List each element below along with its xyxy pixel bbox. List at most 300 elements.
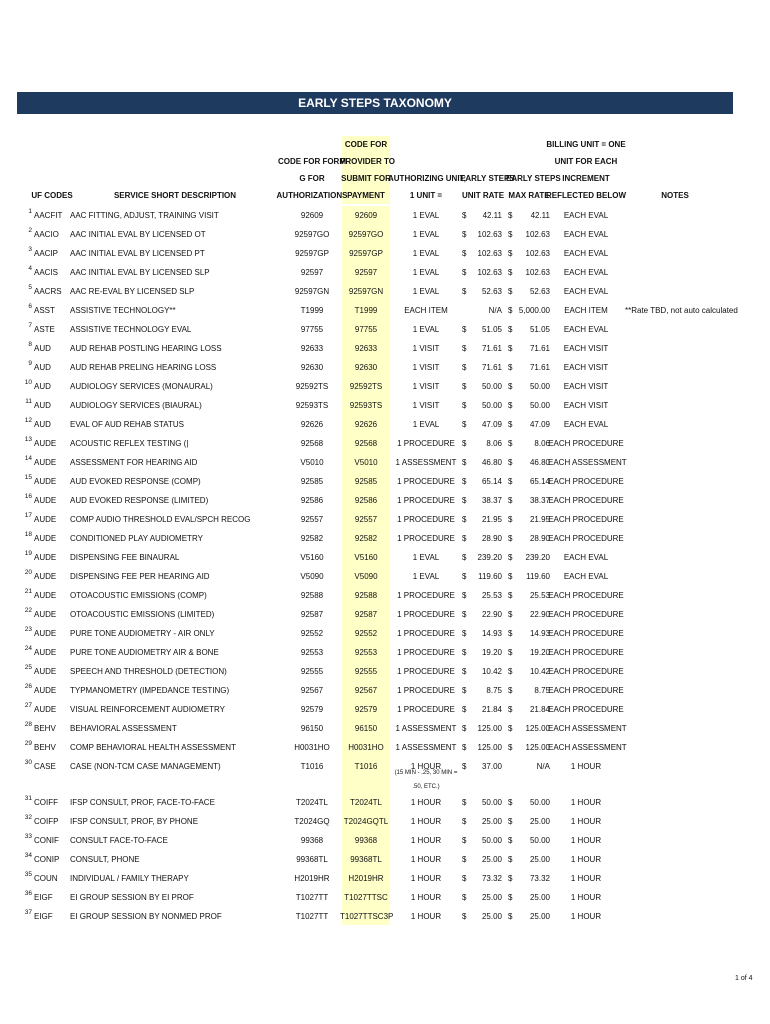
authorizing-unit: 1 HOUR <box>410 855 442 864</box>
billing-increment: EACH PROCEDURE <box>548 629 624 638</box>
header-line: AUTHORIZATIONS <box>276 191 348 200</box>
billing-increment: EACH ASSESSMENT <box>548 743 627 752</box>
provider-code: 96150 <box>354 724 378 733</box>
authorizing-unit: 1 PROCEDURE <box>397 648 455 657</box>
row-number: 33 <box>24 833 32 840</box>
service-description: OTOACOUSTIC EMISSIONS (COMP) <box>70 591 207 600</box>
uf-code: CONIF <box>34 836 59 845</box>
unit-rate-dollar: $ <box>462 648 467 657</box>
max-rate: 25.53 <box>529 591 550 600</box>
max-rate: 25.00 <box>529 893 550 902</box>
table-row <box>0 282 770 301</box>
unit-rate: 28.90 <box>481 534 502 543</box>
uf-code: AUD <box>34 420 51 429</box>
row-number: 37 <box>24 909 32 916</box>
max-rate-dollar: $ <box>508 306 513 315</box>
unit-rate-dollar: $ <box>462 515 467 524</box>
row-number: 26 <box>24 683 32 690</box>
row-number: 29 <box>24 740 32 747</box>
table-row <box>0 586 770 605</box>
header-line: CODE FOR FORM <box>278 157 346 166</box>
uf-code: AUDE <box>34 648 57 657</box>
uf-code: COUN <box>34 874 58 883</box>
header-line: UNIT FOR EACH <box>554 157 618 166</box>
unit-rate-dollar: $ <box>462 534 467 543</box>
unit-rate-dollar: $ <box>462 496 467 505</box>
uf-code: AUD <box>34 382 51 391</box>
table-row <box>0 812 770 831</box>
authorizing-unit: 1 ASSESSMENT <box>395 458 457 467</box>
unit-rate: 71.61 <box>481 344 502 353</box>
provider-code: 92593TS <box>349 401 383 410</box>
table-row <box>0 491 770 510</box>
billing-increment: EACH EVAL <box>563 553 609 562</box>
provider-code: 92597GP <box>349 249 383 258</box>
form-code: T1999 <box>300 306 324 315</box>
service-description: INDIVIDUAL / FAMILY THERAPY <box>70 874 189 883</box>
provider-code: T1016 <box>354 762 378 771</box>
provider-code: T1027TTSC3P <box>340 912 394 921</box>
max-rate: 71.61 <box>529 344 550 353</box>
max-rate: 102.63 <box>525 249 550 258</box>
uf-code: AUDE <box>34 572 57 581</box>
service-description: CONSULT, PHONE <box>70 855 140 864</box>
table-row <box>0 339 770 358</box>
table-row <box>0 869 770 888</box>
authorizing-unit: 1 HOUR <box>410 874 442 883</box>
uf-code: AUDE <box>34 515 57 524</box>
row-number: 34 <box>24 852 32 859</box>
provider-code: 99368TL <box>350 855 382 864</box>
service-description: EI GROUP SESSION BY EI PROF <box>70 893 194 902</box>
service-description: AUD REHAB POSTLING HEARING LOSS <box>70 344 222 353</box>
provider-code: 92597 <box>354 268 378 277</box>
uf-code: AUD <box>34 363 51 372</box>
max-rate: 119.60 <box>526 572 550 581</box>
service-description: AUD REHAB PRELING HEARING LOSS <box>70 363 217 372</box>
max-rate-dollar: $ <box>508 268 513 277</box>
authorizing-unit: 1 PROCEDURE <box>397 477 455 486</box>
table-title: EARLY STEPS TAXONOMY <box>298 96 452 110</box>
max-rate: 46.80 <box>529 458 550 467</box>
unit-rate: 25.00 <box>481 893 502 902</box>
form-code: V5010 <box>300 458 324 467</box>
table-row <box>0 548 770 567</box>
uf-code: EIGF <box>34 893 53 902</box>
unit-rate: 38.37 <box>481 496 502 505</box>
billing-increment: EACH PROCEDURE <box>548 705 624 714</box>
service-description: AAC INITIAL EVAL BY LICENSED OT <box>70 230 206 239</box>
provider-code: 92579 <box>354 705 378 714</box>
service-description: CASE (NON-TCM CASE MANAGEMENT) <box>70 762 221 771</box>
unit-rate: 25.00 <box>481 912 502 921</box>
billing-increment: EACH EVAL <box>563 420 609 429</box>
authorizing-unit: 1 EVAL <box>412 572 440 581</box>
row-number: 35 <box>24 871 32 878</box>
max-rate: 8.06 <box>534 439 550 448</box>
table-row <box>0 510 770 529</box>
billing-increment: EACH EVAL <box>563 325 609 334</box>
form-code: 92552 <box>300 629 324 638</box>
max-rate-dollar: $ <box>508 705 513 714</box>
authorizing-unit: 1 HOUR <box>410 762 442 771</box>
case-note-line-2: .50, ETC.) <box>412 784 440 790</box>
table-row <box>0 681 770 700</box>
service-description: AUD EVOKED RESPONSE (COMP) <box>70 477 201 486</box>
max-rate: 21.95 <box>529 515 550 524</box>
unit-rate: 21.84 <box>481 705 502 714</box>
unit-rate: 8.75 <box>486 686 502 695</box>
provider-code: 92630 <box>354 363 378 372</box>
service-description: CONSULT FACE-TO-FACE <box>70 836 168 845</box>
header-service-text: SERVICE SHORT DESCRIPTION <box>113 191 237 200</box>
max-rate-dollar: $ <box>508 363 513 372</box>
max-rate: 21.84 <box>529 705 550 714</box>
row-number: 36 <box>24 890 32 897</box>
unit-rate-dollar: $ <box>462 798 467 807</box>
service-description: AAC FITTING, ADJUST, TRAINING VISIT <box>70 211 219 220</box>
unit-rate-dollar: $ <box>462 686 467 695</box>
authorizing-unit: 1 HOUR <box>410 798 442 807</box>
header-line: EARLY STEPS <box>506 174 561 183</box>
unit-rate-dollar: $ <box>462 211 467 220</box>
unit-rate: 25.53 <box>481 591 502 600</box>
max-rate: 5,000.00 <box>518 306 550 315</box>
uf-code: AUDE <box>34 534 57 543</box>
form-code: 92587 <box>300 610 324 619</box>
max-rate-dollar: $ <box>508 496 513 505</box>
row-number: 7 <box>28 322 32 329</box>
unit-rate-dollar: $ <box>462 591 467 600</box>
header-line: 1 UNIT = <box>409 191 443 200</box>
row-number: 20 <box>24 569 32 576</box>
unit-rate: 50.00 <box>481 798 502 807</box>
table-row <box>0 434 770 453</box>
unit-rate: 102.63 <box>477 249 502 258</box>
unit-rate: 21.95 <box>481 515 502 524</box>
unit-rate-dollar: $ <box>462 705 467 714</box>
header-line: MAX RATE <box>508 191 550 200</box>
uf-code: AUDE <box>34 477 57 486</box>
billing-increment: EACH PROCEDURE <box>548 439 624 448</box>
max-rate: 19.20 <box>529 648 550 657</box>
row-number: 13 <box>24 436 32 443</box>
service-description: CONDITIONED PLAY AUDIOMETRY <box>70 534 203 543</box>
authorizing-unit: 1 PROCEDURE <box>397 591 455 600</box>
uf-code: AUDE <box>34 553 57 562</box>
header-line: CODE FOR <box>344 140 388 149</box>
table-row <box>0 850 770 869</box>
unit-rate-dollar: $ <box>462 724 467 733</box>
service-description: COMP AUDIO THRESHOLD EVAL/SPCH RECOG <box>70 515 251 524</box>
billing-increment: EACH VISIT <box>563 344 609 353</box>
authorizing-unit: 1 HOUR <box>410 836 442 845</box>
uf-code: BEHV <box>34 743 56 752</box>
table-row <box>0 719 770 738</box>
unit-rate-dollar: $ <box>462 401 467 410</box>
table-row <box>0 453 770 472</box>
max-rate: 71.61 <box>529 363 550 372</box>
table-row <box>0 888 770 907</box>
max-rate-dollar: $ <box>508 893 513 902</box>
max-rate-dollar: $ <box>508 648 513 657</box>
unit-rate-dollar: $ <box>462 629 467 638</box>
provider-code: 99368 <box>354 836 378 845</box>
form-code: 92588 <box>300 591 324 600</box>
table-row <box>0 793 770 812</box>
form-code: 92597GN <box>294 287 330 296</box>
unit-rate: 25.00 <box>481 817 502 826</box>
table-row <box>0 301 770 320</box>
table-row <box>0 225 770 244</box>
case-note-line-1: (15 MIN - .25, 30 MIN = <box>394 770 458 776</box>
max-rate-dollar: $ <box>508 610 513 619</box>
form-code: 92630 <box>300 363 324 372</box>
table-row <box>0 529 770 548</box>
row-number: 6 <box>28 303 32 310</box>
unit-rate: 125.00 <box>477 743 502 752</box>
form-code: 92582 <box>300 534 324 543</box>
uf-code: AACIO <box>34 230 59 239</box>
uf-code: BEHV <box>34 724 56 733</box>
max-rate: 8.75 <box>534 686 550 695</box>
billing-increment: EACH PROCEDURE <box>548 515 624 524</box>
billing-increment: 1 HOUR <box>570 912 602 921</box>
unit-rate: 102.63 <box>477 230 502 239</box>
unit-rate-dollar: $ <box>462 912 467 921</box>
authorizing-unit: 1 EVAL <box>412 230 440 239</box>
billing-increment: EACH EVAL <box>563 249 609 258</box>
service-description: ACOUSTIC REFLEX TESTING (| <box>70 439 189 448</box>
unit-rate: 102.63 <box>477 268 502 277</box>
form-code: T2024TL <box>295 798 329 807</box>
unit-rate: 71.61 <box>481 363 502 372</box>
unit-rate: 50.00 <box>481 382 502 391</box>
provider-code: 92588 <box>354 591 378 600</box>
unit-rate-dollar: $ <box>462 344 467 353</box>
form-code: 92597 <box>300 268 324 277</box>
max-rate-dollar: $ <box>508 667 513 676</box>
service-description: ASSISTIVE TECHNOLOGY** <box>70 306 176 315</box>
billing-increment: EACH EVAL <box>563 230 609 239</box>
header-line: BILLING UNIT = ONE <box>546 140 626 149</box>
row-number: 15 <box>24 474 32 481</box>
authorizing-unit: 1 PROCEDURE <box>397 534 455 543</box>
max-rate: 42.11 <box>530 211 550 220</box>
max-rate: 73.32 <box>529 874 550 883</box>
authorizing-unit: 1 PROCEDURE <box>397 515 455 524</box>
authorizing-unit: 1 PROCEDURE <box>397 705 455 714</box>
table-row <box>0 643 770 662</box>
max-rate: 239.20 <box>525 553 550 562</box>
service-description: DISPENSING FEE BINAURAL <box>70 553 180 562</box>
table-row <box>0 738 770 757</box>
uf-code: ASTE <box>34 325 55 334</box>
billing-increment: 1 HOUR <box>570 874 602 883</box>
billing-increment: EACH VISIT <box>563 401 609 410</box>
uf-code: CONIP <box>34 855 60 864</box>
max-rate-dollar: $ <box>508 515 513 524</box>
unit-rate: 8.06 <box>486 439 502 448</box>
max-rate-dollar: $ <box>508 249 513 258</box>
table-row <box>0 244 770 263</box>
unit-rate-dollar: $ <box>462 553 467 562</box>
billing-increment: EACH ASSESSMENT <box>548 724 627 733</box>
unit-rate: 25.00 <box>481 855 502 864</box>
form-code: T1016 <box>300 762 324 771</box>
row-number: 27 <box>24 702 32 709</box>
max-rate: 25.00 <box>529 817 550 826</box>
header-line: EARLY STEPS <box>460 174 515 183</box>
authorizing-unit: 1 ASSESSMENT <box>395 724 457 733</box>
uf-code: AACIP <box>34 249 59 258</box>
table-row <box>0 396 770 415</box>
row-number: 25 <box>24 664 32 671</box>
table-row <box>0 567 770 586</box>
unit-rate: N/A <box>488 306 502 315</box>
unit-rate-dollar: $ <box>462 874 467 883</box>
max-rate-dollar: $ <box>508 458 513 467</box>
table-row <box>0 907 770 926</box>
provider-code: 92582 <box>354 534 378 543</box>
uf-code: AUDE <box>34 686 57 695</box>
provider-code: 92587 <box>354 610 378 619</box>
authorizing-unit: 1 EVAL <box>412 211 440 220</box>
unit-rate: 119.60 <box>478 572 502 581</box>
max-rate: 47.09 <box>529 420 550 429</box>
provider-code: T1999 <box>354 306 378 315</box>
authorizing-unit: 1 EVAL <box>412 420 440 429</box>
billing-increment: 1 HOUR <box>570 855 602 864</box>
service-description: AUD EVOKED RESPONSE (LIMITED) <box>70 496 209 505</box>
max-rate-dollar: $ <box>508 798 513 807</box>
header-line: PROVIDER TO <box>340 157 395 166</box>
unit-rate-dollar: $ <box>462 268 467 277</box>
table-row <box>0 757 770 776</box>
max-rate: 51.05 <box>529 325 550 334</box>
row-number: 1 <box>28 208 32 215</box>
row-number: 4 <box>28 265 32 272</box>
service-description: AAC INITIAL EVAL BY LICENSED PT <box>70 249 205 258</box>
header-line: G FOR <box>299 174 325 183</box>
max-rate: 125.00 <box>525 743 550 752</box>
authorizing-unit: 1 EVAL <box>412 325 440 334</box>
unit-rate: 10.42 <box>481 667 502 676</box>
unit-rate-dollar: $ <box>462 667 467 676</box>
provider-code: 92592TS <box>349 382 383 391</box>
unit-rate-dollar: $ <box>462 458 467 467</box>
provider-code: H0031HO <box>348 743 384 752</box>
unit-rate-dollar: $ <box>462 439 467 448</box>
row-number: 31 <box>24 795 32 802</box>
unit-rate-dollar: $ <box>462 420 467 429</box>
form-code: 92593TS <box>295 401 329 410</box>
unit-rate-dollar: $ <box>462 572 467 581</box>
unit-rate-dollar: $ <box>462 817 467 826</box>
uf-code: AACIS <box>34 268 59 277</box>
unit-rate: 51.05 <box>481 325 502 334</box>
note: **Rate TBD, not auto calculated <box>625 306 738 315</box>
uf-code: AACFIT <box>34 211 63 220</box>
table-row <box>0 415 770 434</box>
service-description: SPEECH AND THRESHOLD (DETECTION) <box>70 667 227 676</box>
unit-rate: 19.20 <box>481 648 502 657</box>
table-row <box>0 263 770 282</box>
max-rate: 52.63 <box>529 287 550 296</box>
max-rate-dollar: $ <box>508 344 513 353</box>
authorizing-unit: 1 VISIT <box>412 382 440 391</box>
uf-code: ASST <box>34 306 55 315</box>
table-row <box>0 472 770 491</box>
billing-increment: EACH VISIT <box>563 382 609 391</box>
provider-code: 92552 <box>354 629 378 638</box>
max-rate-dollar: $ <box>508 724 513 733</box>
table-row <box>0 662 770 681</box>
authorizing-unit: 1 EVAL <box>412 268 440 277</box>
row-number: 23 <box>24 626 32 633</box>
max-rate: 102.63 <box>525 230 550 239</box>
service-description: PURE TONE AUDIOMETRY AIR & BONE <box>70 648 219 657</box>
page-number: 1 of 4 <box>735 975 753 982</box>
row-number: 10 <box>24 379 32 386</box>
max-rate: 25.00 <box>529 912 550 921</box>
row-number: 18 <box>24 531 32 538</box>
provider-code: T2024GQTL <box>343 817 389 826</box>
max-rate: 14.93 <box>529 629 550 638</box>
uf-code: AUDE <box>34 496 57 505</box>
form-code: 99368 <box>300 836 324 845</box>
unit-rate: 47.09 <box>481 420 502 429</box>
max-rate-dollar: $ <box>508 534 513 543</box>
service-description: ASSESSMENT FOR HEARING AID <box>70 458 198 467</box>
max-rate-dollar: $ <box>508 420 513 429</box>
uf-code: AACRS <box>34 287 62 296</box>
form-code: 97755 <box>300 325 324 334</box>
authorizing-unit: 1 VISIT <box>412 363 440 372</box>
provider-code: 92633 <box>354 344 378 353</box>
header-line: AUTHORIZING UNIT; <box>388 174 467 183</box>
authorizing-unit: EACH ITEM <box>404 306 448 315</box>
billing-increment: EACH PROCEDURE <box>548 648 624 657</box>
authorizing-unit: 1 HOUR <box>410 893 442 902</box>
unit-rate-dollar: $ <box>462 382 467 391</box>
unit-rate-dollar: $ <box>462 230 467 239</box>
max-rate: 22.90 <box>529 610 550 619</box>
provider-code: V5160 <box>354 553 378 562</box>
unit-rate-dollar: $ <box>462 743 467 752</box>
row-number: 11 <box>25 398 32 405</box>
unit-rate-dollar: $ <box>462 610 467 619</box>
authorizing-unit: 1 HOUR <box>410 817 442 826</box>
billing-increment: EACH ASSESSMENT <box>548 458 627 467</box>
unit-rate-dollar: $ <box>462 249 467 258</box>
uf-code: CASE <box>34 762 56 771</box>
row-number: 2 <box>28 227 32 234</box>
unit-rate: 52.63 <box>481 287 502 296</box>
provider-code: T1027TTSC <box>344 893 388 902</box>
row-number: 16 <box>24 493 32 500</box>
unit-rate: 37.00 <box>481 762 502 771</box>
max-rate: 28.90 <box>529 534 550 543</box>
uf-code: AUDE <box>34 610 57 619</box>
unit-rate-dollar: $ <box>462 477 467 486</box>
max-rate-dollar: $ <box>508 836 513 845</box>
service-description: BEHAVIORAL ASSESSMENT <box>70 724 177 733</box>
uf-code: AUD <box>34 401 51 410</box>
service-description: AAC RE-EVAL BY LICENSED SLP <box>70 287 195 296</box>
uf-code: EIGF <box>34 912 53 921</box>
row-number: 30 <box>24 759 32 766</box>
